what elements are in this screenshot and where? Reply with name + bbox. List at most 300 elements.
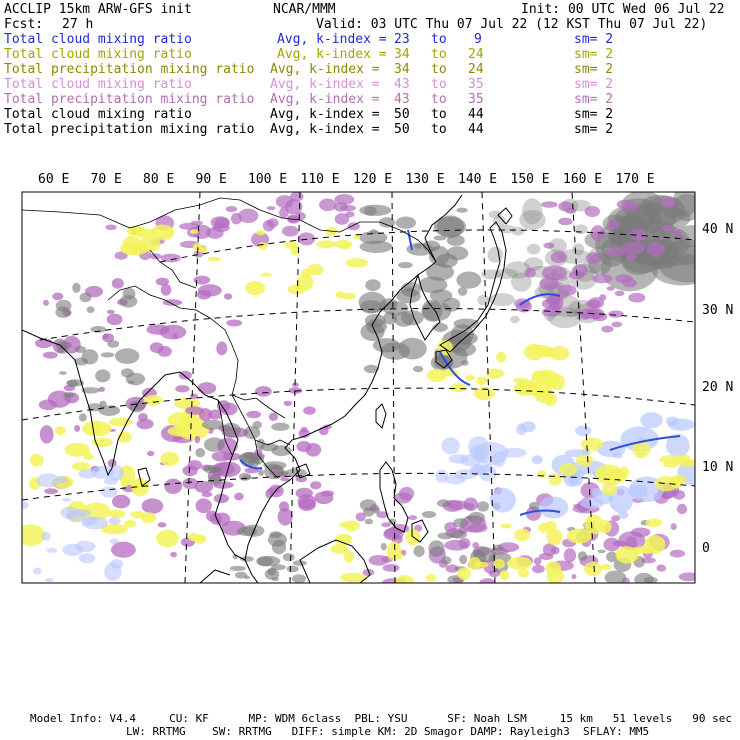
field-shading-blob	[603, 538, 620, 552]
field-shading-blob	[173, 334, 178, 340]
legend-k-end: 9	[474, 32, 482, 47]
field-shading-blob	[422, 300, 443, 322]
field-shading-blob	[160, 452, 179, 466]
field-shading-blob	[395, 553, 404, 559]
init-time: Init: 00 UTC Wed 06 Jul 22	[521, 2, 725, 17]
field-shading-blob	[428, 540, 444, 557]
field-shading-blob	[245, 281, 265, 295]
field-shading-blob	[180, 415, 191, 423]
field-shading-blob	[268, 568, 277, 576]
field-shading-blob	[238, 209, 258, 223]
field-shading-blob	[592, 274, 612, 283]
legend-avg-label: Avg, k-index =	[277, 32, 387, 47]
field-shading-blob	[336, 291, 346, 298]
longitude-label: 70 E	[90, 172, 122, 187]
legend-k-end: 44	[468, 107, 484, 122]
field-shading-blob	[611, 322, 622, 328]
field-shading-blob	[310, 481, 321, 489]
field-shading-blob	[444, 540, 468, 551]
field-shading-blob	[513, 378, 528, 383]
field-shading-blob	[110, 538, 119, 544]
field-shading-blob	[55, 426, 66, 435]
field-shading-blob	[543, 243, 554, 249]
field-shading-blob	[373, 338, 400, 352]
field-shading-blob	[437, 499, 450, 507]
field-shading-blob	[344, 521, 360, 532]
field-shading-blob	[307, 264, 324, 276]
field-shading-blob	[532, 455, 543, 464]
field-shading-blob	[17, 524, 45, 546]
field-shading-blob	[608, 310, 624, 317]
field-shading-blob	[451, 530, 467, 539]
field-shading-blob	[447, 235, 465, 246]
longitude-label: 140 E	[458, 172, 498, 187]
field-shading-blob	[502, 448, 527, 458]
field-shading-blob	[147, 451, 154, 456]
field-shading-blob	[164, 479, 182, 494]
field-shading-blob	[383, 301, 409, 315]
field-shading-blob	[256, 439, 265, 450]
longitude-label: 150 E	[510, 172, 550, 187]
field-shading-blob	[296, 488, 313, 499]
field-shading-blob	[640, 412, 663, 428]
longitude-label: 120 E	[353, 172, 393, 187]
field-shading-blob	[538, 523, 551, 533]
field-shading-blob	[121, 368, 134, 377]
field-shading-blob	[496, 352, 506, 363]
field-shading-blob	[578, 551, 587, 561]
field-shading-blob	[527, 244, 541, 255]
field-shading-blob	[75, 346, 86, 353]
field-shading-blob	[507, 557, 532, 570]
field-shading-blob	[661, 225, 673, 232]
field-shading-blob	[574, 225, 588, 235]
field-shading-blob	[104, 563, 121, 582]
field-shading-blob	[46, 548, 57, 553]
field-shading-blob	[87, 306, 95, 313]
field-shading-blob	[198, 382, 217, 394]
field-shading-blob	[284, 401, 292, 406]
legend-smoothing: sm= 2	[574, 92, 614, 107]
legend-k-end: 35	[468, 92, 484, 107]
field-shading-blob	[634, 573, 653, 586]
latitude-label: 10 N	[702, 460, 734, 475]
field-shading-blob	[284, 241, 298, 249]
field-shading-blob	[468, 557, 481, 570]
field-shading-blob	[226, 206, 237, 212]
field-shading-blob	[316, 240, 336, 248]
field-shading-blob	[36, 473, 59, 487]
field-shading-blob	[442, 298, 460, 312]
field-shading-blob	[456, 272, 481, 289]
field-shading-blob	[297, 274, 314, 290]
field-shading-blob	[263, 220, 275, 232]
field-shading-blob	[453, 518, 468, 528]
field-shading-blob	[129, 401, 146, 413]
field-shading-blob	[493, 545, 504, 552]
field-shading-blob	[679, 455, 691, 463]
legend-k-end: 44	[468, 122, 484, 137]
field-shading-blob	[408, 515, 417, 520]
field-shading-blob	[551, 251, 567, 263]
field-shading-blob	[546, 561, 561, 575]
field-shading-blob	[490, 488, 516, 513]
field-shading-blob	[542, 266, 567, 281]
field-shading-blob	[564, 548, 576, 562]
field-shading-blob	[108, 517, 120, 524]
field-shading-blob	[234, 493, 244, 501]
legend-k-end: 24	[468, 62, 484, 77]
field-shading-blob	[607, 219, 620, 229]
field-shading-blob	[216, 342, 227, 356]
field-shading-blob	[602, 483, 617, 496]
field-shading-blob	[524, 344, 545, 360]
field-shading-blob	[396, 289, 420, 304]
field-shading-blob	[492, 451, 505, 467]
field-shading-blob	[161, 284, 172, 296]
longitude-label: 60 E	[38, 172, 70, 187]
field-shading-blob	[40, 425, 54, 443]
legend-k-start: 43	[394, 77, 410, 92]
field-shading-blob	[331, 544, 349, 554]
field-shading-blob	[365, 519, 374, 525]
field-shading-blob	[670, 550, 685, 558]
field-shading-blob	[549, 304, 562, 310]
field-shading-blob	[119, 295, 137, 308]
field-shading-blob	[199, 408, 212, 421]
field-shading-blob	[52, 293, 63, 301]
field-shading-blob	[112, 495, 130, 509]
field-shading-blob	[677, 504, 687, 514]
field-shading-blob	[188, 533, 201, 541]
field-shading-blob	[465, 375, 475, 381]
field-shading-blob	[104, 477, 118, 485]
field-shading-blob	[63, 392, 74, 398]
field-shading-blob	[43, 352, 58, 359]
field-shading-blob	[539, 497, 569, 519]
legend-avg-label: Avg, k-index =	[270, 122, 380, 137]
field-shading-blob	[41, 532, 50, 541]
field-shading-blob	[267, 206, 276, 210]
field-shading-blob	[613, 453, 623, 459]
legend-k-start: 34	[394, 47, 410, 62]
longitude-label: 170 E	[615, 172, 655, 187]
field-shading-blob	[99, 405, 121, 416]
field-shading-blob	[340, 205, 356, 211]
field-shading-blob	[258, 242, 268, 250]
field-shading-blob	[115, 348, 139, 364]
field-shading-blob	[647, 242, 666, 257]
field-shading-blob	[59, 371, 67, 375]
field-shading-blob	[303, 406, 316, 414]
legend-avg-label: Avg, k-index =	[270, 92, 380, 107]
field-shading-blob	[381, 543, 387, 551]
legend-field-name: Total precipitation mixing ratio	[4, 92, 255, 107]
field-shading-blob	[137, 419, 154, 430]
field-shading-blob	[426, 574, 436, 582]
field-shading-blob	[394, 492, 412, 503]
field-shading-blob	[105, 225, 117, 231]
field-shading-blob	[461, 360, 469, 366]
field-shading-blob	[541, 201, 558, 208]
legend-to: to	[431, 32, 447, 47]
field-shading-blob	[84, 453, 94, 460]
legend-field-name: Total cloud mixing ratio	[4, 47, 192, 62]
field-shading-blob	[480, 578, 496, 586]
field-shading-blob	[90, 326, 106, 333]
legend-smoothing: sm= 2	[574, 62, 614, 77]
field-shading-blob	[438, 532, 454, 539]
field-shading-blob	[468, 436, 489, 457]
field-shading-blob	[383, 564, 400, 572]
field-shading-blob	[306, 443, 322, 457]
field-shading-blob	[107, 340, 119, 348]
organization-label: NCAR/MMM	[273, 2, 336, 17]
field-shading-blob	[79, 553, 96, 563]
field-shading-blob	[82, 421, 111, 437]
longitude-label: 100 E	[248, 172, 288, 187]
field-shading-blob	[442, 437, 460, 454]
field-shading-blob	[628, 293, 645, 303]
field-shading-blob	[175, 385, 189, 392]
field-shading-blob	[124, 520, 136, 528]
legend-k-end: 24	[468, 47, 484, 62]
legend-k-start: 43	[394, 92, 410, 107]
field-shading-blob	[156, 530, 179, 547]
field-shading-blob	[57, 476, 67, 483]
legend-k-end: 35	[468, 77, 484, 92]
field-shading-blob	[584, 562, 602, 576]
field-shading-blob	[607, 286, 615, 291]
field-shading-blob	[532, 370, 550, 382]
field-shading-blob	[272, 540, 286, 554]
field-shading-blob	[477, 295, 489, 306]
field-shading-blob	[573, 504, 581, 508]
legend-to: to	[431, 107, 447, 122]
field-shading-blob	[30, 454, 44, 467]
field-shading-blob	[396, 575, 414, 587]
field-shading-blob	[195, 436, 201, 444]
field-shading-blob	[566, 208, 577, 214]
field-shading-blob	[202, 420, 224, 430]
field-shading-blob	[435, 470, 448, 483]
field-shading-blob	[539, 553, 554, 560]
field-shading-blob	[450, 383, 467, 392]
field-shading-blob	[206, 227, 224, 239]
field-shading-blob	[557, 285, 576, 296]
field-shading-blob	[123, 236, 142, 254]
field-shading-blob	[599, 294, 606, 301]
field-shading-blob	[45, 578, 54, 582]
model-info-line-2: LW: RRTMG SW: RRTMG DIFF: simple KM: 2D Smagor DAMP: Rayleigh3 SFLAY: MM5	[126, 725, 650, 738]
field-shading-blob	[287, 566, 299, 573]
legend-k-start: 50	[394, 107, 410, 122]
legend-to: to	[431, 62, 447, 77]
legend-k-start: 50	[394, 122, 410, 137]
field-shading-blob	[365, 279, 380, 291]
legend-smoothing: sm= 2	[574, 47, 614, 62]
field-shading-blob	[666, 417, 679, 427]
longitude-label: 130 E	[405, 172, 445, 187]
valid-time: Valid: 03 UTC Thu 07 Jul 22 (12 KST Thu 07 Jul 22)	[316, 17, 708, 32]
legend-field-name: Total cloud mixing ratio	[4, 107, 192, 122]
field-shading-blob	[488, 247, 504, 263]
field-shading-blob	[598, 550, 606, 553]
field-shading-blob	[256, 556, 273, 566]
field-shading-blob	[468, 512, 485, 524]
legend-field-name: Total cloud mixing ratio	[4, 77, 192, 92]
field-shading-blob	[532, 565, 545, 573]
field-shading-blob	[43, 300, 49, 306]
longitude-label: 110 E	[300, 172, 340, 187]
field-shading-blob	[572, 574, 577, 579]
field-shading-blob	[572, 243, 584, 255]
longitude-label: 160 E	[563, 172, 603, 187]
field-shading-blob	[55, 307, 70, 318]
field-shading-blob	[586, 252, 600, 264]
legend-field-name: Total cloud mixing ratio	[4, 32, 192, 47]
field-shading-blob	[476, 377, 488, 385]
field-shading-blob	[79, 413, 87, 421]
latitude-label: 0	[702, 541, 710, 556]
field-shading-blob	[606, 248, 627, 256]
field-shading-blob	[584, 515, 603, 535]
field-shading-blob	[529, 502, 540, 510]
field-shading-blob	[335, 240, 353, 248]
field-shading-blob	[150, 342, 164, 353]
field-shading-blob	[413, 366, 423, 372]
latitude-label: 40 N	[702, 222, 734, 237]
field-shading-blob	[479, 464, 496, 481]
field-shading-blob	[107, 310, 115, 314]
field-shading-blob	[501, 524, 512, 529]
field-shading-blob	[208, 257, 221, 262]
field-shading-blob	[158, 522, 167, 527]
field-shading-blob	[335, 213, 350, 225]
mixing-ratio-shading	[15, 186, 718, 587]
legend-to: to	[431, 92, 447, 107]
field-shading-blob	[142, 498, 164, 513]
legend-k-start: 34	[394, 62, 410, 77]
field-shading-blob	[235, 572, 247, 579]
product-title: ACCLIP 15km ARW-GFS init	[4, 2, 192, 17]
field-shading-blob	[319, 199, 336, 212]
field-shading-blob	[456, 208, 467, 213]
field-shading-blob	[600, 564, 612, 570]
field-shading-blob	[414, 545, 425, 557]
field-shading-blob	[226, 320, 242, 327]
field-shading-blob	[293, 560, 307, 566]
field-shading-blob	[194, 276, 211, 285]
field-shading-blob	[33, 568, 42, 575]
forecast-hour-label: Fcst:	[4, 17, 44, 32]
legend-smoothing: sm= 2	[574, 107, 614, 122]
field-shading-blob	[628, 485, 648, 498]
model-info-line-1: Model Info: V4.4 CU: KF MP: WDM 6class PBL: YSU SF: Noah LSM 15 km 51 levels 90 sec	[30, 712, 732, 725]
field-shading-blob	[198, 284, 222, 296]
legend-to: to	[431, 122, 447, 137]
field-shading-blob	[622, 279, 637, 288]
field-shading-blob	[514, 529, 530, 542]
field-shading-blob	[131, 511, 145, 518]
field-shading-blob	[518, 569, 529, 578]
field-shading-blob	[255, 386, 272, 397]
field-shading-blob	[346, 258, 368, 267]
legend-avg-label: Avg, k-index =	[270, 62, 380, 77]
field-shading-blob	[548, 473, 562, 486]
field-shading-blob	[477, 501, 489, 511]
field-shading-blob	[673, 490, 685, 500]
field-shading-blob	[454, 319, 479, 330]
field-shading-blob	[263, 461, 286, 469]
field-shading-blob	[520, 421, 535, 432]
field-shading-blob	[595, 464, 622, 481]
field-shading-blob	[642, 545, 653, 554]
field-shading-blob	[224, 293, 232, 299]
field-shading-blob	[524, 257, 543, 270]
field-shading-blob	[601, 326, 613, 333]
field-shading-blob	[348, 222, 360, 230]
field-shading-blob	[625, 202, 639, 211]
field-shading-blob	[292, 574, 306, 583]
field-shading-blob	[109, 510, 126, 518]
field-shading-blob	[314, 492, 333, 505]
field-shading-blob	[422, 511, 436, 518]
field-shading-blob	[522, 198, 542, 224]
field-shading-blob	[661, 198, 675, 208]
field-shading-blob	[195, 448, 205, 457]
field-shading-blob	[100, 487, 117, 498]
legend-avg-label: Avg, k-index =	[270, 77, 380, 92]
field-shading-blob	[366, 319, 387, 334]
field-shading-blob	[672, 194, 703, 221]
field-shading-blob	[112, 278, 124, 289]
legend-smoothing: sm= 2	[574, 32, 614, 47]
field-shading-blob	[107, 314, 123, 326]
field-shading-blob	[510, 316, 519, 323]
field-shading-blob	[396, 217, 416, 229]
field-shading-blob	[586, 300, 601, 308]
field-shading-blob	[204, 437, 225, 451]
field-shading-blob	[261, 273, 271, 277]
field-shading-blob	[615, 291, 625, 296]
field-shading-blob	[72, 283, 80, 293]
forecast-hour-value: 27 h	[62, 17, 94, 32]
field-shading-blob	[671, 523, 677, 530]
field-shading-blob	[258, 469, 264, 476]
field-shading-blob	[489, 293, 515, 306]
field-shading-blob	[636, 452, 647, 458]
legend-to: to	[431, 47, 447, 62]
legend-avg-label: Avg, k-index =	[270, 107, 380, 122]
field-shading-blob	[269, 531, 281, 538]
latitude-label: 20 N	[702, 380, 734, 395]
field-shading-blob	[581, 438, 603, 452]
field-shading-blob	[585, 206, 601, 217]
field-shading-blob	[363, 507, 374, 516]
legend-avg-label: Avg, k-index =	[277, 47, 387, 62]
field-shading-blob	[646, 519, 663, 527]
latitude-label: 30 N	[702, 303, 734, 318]
field-shading-blob	[230, 566, 246, 571]
field-shading-blob	[573, 264, 588, 277]
longitude-label: 90 E	[195, 172, 227, 187]
field-shading-blob	[500, 570, 509, 580]
field-shading-blob	[170, 552, 177, 557]
field-shading-blob	[147, 324, 170, 334]
field-shading-blob	[239, 473, 251, 481]
field-shading-blob	[190, 229, 199, 234]
